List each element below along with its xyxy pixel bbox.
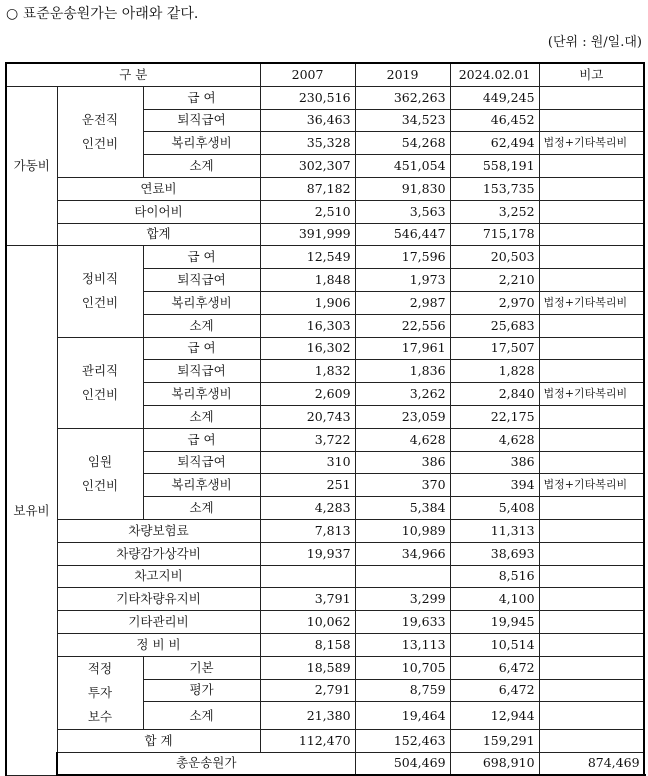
cell-value: 10,514 bbox=[450, 633, 539, 656]
cell-note bbox=[539, 542, 644, 565]
cell-value: 2,510 bbox=[260, 200, 355, 223]
row-label: 차량보험료 bbox=[57, 519, 260, 542]
cell-value: 22,175 bbox=[450, 405, 539, 428]
cell-value: 302,307 bbox=[260, 155, 355, 178]
table-row bbox=[6, 633, 644, 656]
cell-value: 13,113 bbox=[355, 633, 450, 656]
header-category: 구 분 bbox=[6, 63, 260, 86]
cell-value: 54,268 bbox=[355, 132, 450, 155]
cell-value: 6,472 bbox=[450, 656, 539, 679]
cell-value: 4,283 bbox=[260, 497, 355, 520]
cell-value: 159,291 bbox=[450, 729, 539, 752]
row-label: 퇴직급여 bbox=[143, 109, 260, 132]
row-label: 기타관리비 bbox=[57, 611, 260, 634]
cell-value: 38,693 bbox=[450, 542, 539, 565]
cell-note bbox=[539, 177, 644, 200]
cell-value: 87,182 bbox=[260, 177, 355, 200]
cell-value: 10,705 bbox=[355, 656, 450, 679]
row-label: 기타차량유지비 bbox=[57, 588, 260, 611]
table-row bbox=[6, 656, 644, 679]
intro-text: ○ 표준운송원가는 아래와 같다. bbox=[6, 6, 199, 22]
cell-value: 12,549 bbox=[260, 246, 355, 269]
row-label: 퇴직급여 bbox=[143, 451, 260, 474]
cell-value: 34,966 bbox=[355, 542, 450, 565]
cell-value: 10,989 bbox=[355, 519, 450, 542]
cell-value: 17,596 bbox=[355, 246, 450, 269]
table-row bbox=[6, 246, 644, 269]
cell-value: 504,469 bbox=[355, 752, 450, 775]
cell-value: 4,100 bbox=[450, 588, 539, 611]
cell-value: 2,791 bbox=[260, 679, 355, 702]
group-label: 보유비 bbox=[6, 246, 57, 775]
cell-value: 3,262 bbox=[355, 383, 450, 406]
cell-value: 3,563 bbox=[355, 200, 450, 223]
cell-note bbox=[539, 565, 644, 588]
row-label: 소계 bbox=[143, 314, 260, 337]
cell-value: 2,987 bbox=[355, 291, 450, 314]
row-label: 평가 bbox=[143, 679, 260, 702]
cell-value: 370 bbox=[355, 474, 450, 497]
cell-value: 1,832 bbox=[260, 360, 355, 383]
cell-note bbox=[539, 109, 644, 132]
cell-value: 8,158 bbox=[260, 633, 355, 656]
cell-note bbox=[539, 405, 644, 428]
header-year: 2024.02.01 bbox=[450, 63, 539, 86]
cell-value: 3,791 bbox=[260, 588, 355, 611]
subgroup-label: 관리직 인건비 bbox=[57, 337, 143, 428]
cell-note bbox=[539, 588, 644, 611]
row-label: 복리후생비 bbox=[143, 291, 260, 314]
cell-value: 451,054 bbox=[355, 155, 450, 178]
row-label: 급 여 bbox=[143, 337, 260, 360]
cell-value bbox=[260, 565, 355, 588]
cell-value: 91,830 bbox=[355, 177, 450, 200]
cell-note bbox=[539, 155, 644, 178]
cell-value: 3,299 bbox=[355, 588, 450, 611]
subgroup-label: 임원 인건비 bbox=[57, 428, 143, 519]
cell-value: 3,252 bbox=[450, 200, 539, 223]
cell-value: 251 bbox=[260, 474, 355, 497]
cell-value: 558,191 bbox=[450, 155, 539, 178]
table-row bbox=[6, 565, 644, 588]
cell-value: 20,503 bbox=[450, 246, 539, 269]
subgroup-label: 운전직 인건비 bbox=[57, 86, 143, 177]
cell-value: 19,633 bbox=[355, 611, 450, 634]
row-label: 소계 bbox=[143, 497, 260, 520]
cell-note bbox=[539, 314, 644, 337]
row-label: 차고지비 bbox=[57, 565, 260, 588]
cell-note bbox=[539, 269, 644, 292]
subgroup-label: 적정 투자 보수 bbox=[57, 656, 143, 729]
table-row bbox=[6, 86, 644, 109]
row-label: 연료비 bbox=[57, 177, 260, 200]
group-label: 가동비 bbox=[6, 86, 57, 246]
row-label: 소계 bbox=[143, 405, 260, 428]
header-year: 2019 bbox=[355, 63, 450, 86]
table-row bbox=[6, 588, 644, 611]
row-label: 복리후생비 bbox=[143, 132, 260, 155]
cell-value: 17,961 bbox=[355, 337, 450, 360]
cell-note bbox=[539, 246, 644, 269]
table-row bbox=[6, 519, 644, 542]
cell-value: 5,384 bbox=[355, 497, 450, 520]
cell-value: 18,589 bbox=[260, 656, 355, 679]
cell-note: 법정+기타복리비 bbox=[539, 383, 644, 406]
row-label: 급 여 bbox=[143, 246, 260, 269]
cell-value: 25,683 bbox=[450, 314, 539, 337]
row-label: 합계 bbox=[57, 223, 260, 246]
cell-value: 874,469 bbox=[539, 752, 644, 775]
row-label: 복리후생비 bbox=[143, 383, 260, 406]
cell-value: 449,245 bbox=[450, 86, 539, 109]
cell-value: 35,328 bbox=[260, 132, 355, 155]
cell-value: 1,848 bbox=[260, 269, 355, 292]
header-note: 비고 bbox=[539, 63, 644, 86]
cell-value: 6,472 bbox=[450, 679, 539, 702]
cell-note bbox=[539, 656, 644, 679]
cost-table bbox=[5, 62, 645, 776]
cell-note: 법정+기타복리비 bbox=[539, 291, 644, 314]
cell-value: 2,970 bbox=[450, 291, 539, 314]
cell-value: 310 bbox=[260, 451, 355, 474]
cell-value: 153,735 bbox=[450, 177, 539, 200]
table-row bbox=[6, 177, 644, 200]
cell-value: 4,628 bbox=[450, 428, 539, 451]
table-row bbox=[6, 542, 644, 565]
cell-value: 46,452 bbox=[450, 109, 539, 132]
cell-value: 715,178 bbox=[450, 223, 539, 246]
row-label: 타이어비 bbox=[57, 200, 260, 223]
unit-note: (단위 : 원/일.대) bbox=[547, 35, 642, 50]
row-label: 기본 bbox=[143, 656, 260, 679]
cell-note bbox=[539, 451, 644, 474]
cell-value: 112,470 bbox=[260, 729, 355, 752]
cell-value: 386 bbox=[355, 451, 450, 474]
cell-value: 23,059 bbox=[355, 405, 450, 428]
cell-value bbox=[355, 565, 450, 588]
cell-note bbox=[539, 223, 644, 246]
table-row bbox=[6, 223, 644, 246]
cell-value: 394 bbox=[450, 474, 539, 497]
cell-note: 법정+기타복리비 bbox=[539, 474, 644, 497]
row-label: 소계 bbox=[143, 702, 260, 729]
table-row bbox=[6, 200, 644, 223]
table-row bbox=[6, 729, 644, 752]
cell-value: 8,516 bbox=[450, 565, 539, 588]
cell-value: 5,408 bbox=[450, 497, 539, 520]
cell-value: 152,463 bbox=[355, 729, 450, 752]
row-label: 복리후생비 bbox=[143, 474, 260, 497]
row-label: 퇴직급여 bbox=[143, 269, 260, 292]
table-row bbox=[6, 611, 644, 634]
cell-note bbox=[539, 611, 644, 634]
cell-value: 19,937 bbox=[260, 542, 355, 565]
subgroup-label: 정비직 인건비 bbox=[57, 246, 143, 337]
cell-value: 19,945 bbox=[450, 611, 539, 634]
cell-value: 36,463 bbox=[260, 109, 355, 132]
grand-total-row bbox=[6, 752, 644, 775]
cell-note bbox=[539, 200, 644, 223]
cell-note bbox=[539, 633, 644, 656]
cell-value: 12,944 bbox=[450, 702, 539, 729]
cell-value: 230,516 bbox=[260, 86, 355, 109]
cell-value: 362,263 bbox=[355, 86, 450, 109]
cell-value: 11,313 bbox=[450, 519, 539, 542]
cell-value: 391,999 bbox=[260, 223, 355, 246]
cell-note: 법정+기타복리비 bbox=[539, 132, 644, 155]
row-label: 급 여 bbox=[143, 86, 260, 109]
cell-note bbox=[539, 497, 644, 520]
cell-value: 1,836 bbox=[355, 360, 450, 383]
row-label: 퇴직급여 bbox=[143, 360, 260, 383]
cell-value: 2,210 bbox=[450, 269, 539, 292]
table-row bbox=[6, 428, 644, 451]
cell-value: 10,062 bbox=[260, 611, 355, 634]
row-label: 정 비 비 bbox=[57, 633, 260, 656]
cell-value: 386 bbox=[450, 451, 539, 474]
cell-note bbox=[539, 729, 644, 752]
cell-note bbox=[539, 360, 644, 383]
cell-value: 7,813 bbox=[260, 519, 355, 542]
row-label: 합 계 bbox=[57, 729, 260, 752]
row-label: 총운송원가 bbox=[57, 752, 355, 775]
cell-note bbox=[539, 679, 644, 702]
row-label: 소계 bbox=[143, 155, 260, 178]
cell-value: 20,743 bbox=[260, 405, 355, 428]
cell-value: 19,464 bbox=[355, 702, 450, 729]
cell-value: 698,910 bbox=[450, 752, 539, 775]
cell-value: 1,906 bbox=[260, 291, 355, 314]
cell-note bbox=[539, 519, 644, 542]
cell-value: 3,722 bbox=[260, 428, 355, 451]
cell-note bbox=[539, 428, 644, 451]
cell-value: 546,447 bbox=[355, 223, 450, 246]
cell-value: 2,840 bbox=[450, 383, 539, 406]
cell-value: 4,628 bbox=[355, 428, 450, 451]
header-year: 2007 bbox=[260, 63, 355, 86]
cell-value: 1,828 bbox=[450, 360, 539, 383]
cell-value: 34,523 bbox=[355, 109, 450, 132]
cell-value: 8,759 bbox=[355, 679, 450, 702]
cell-value: 62,494 bbox=[450, 132, 539, 155]
row-label: 급 여 bbox=[143, 428, 260, 451]
cell-note bbox=[539, 702, 644, 729]
cell-value: 16,303 bbox=[260, 314, 355, 337]
cell-value: 16,302 bbox=[260, 337, 355, 360]
cell-note bbox=[539, 337, 644, 360]
cell-value: 1,973 bbox=[355, 269, 450, 292]
cell-value: 2,609 bbox=[260, 383, 355, 406]
cell-value: 21,380 bbox=[260, 702, 355, 729]
cell-value: 22,556 bbox=[355, 314, 450, 337]
cell-note bbox=[539, 86, 644, 109]
row-label: 차량감가상각비 bbox=[57, 542, 260, 565]
cell-value: 17,507 bbox=[450, 337, 539, 360]
header-row bbox=[6, 63, 644, 86]
table-row bbox=[6, 337, 644, 360]
